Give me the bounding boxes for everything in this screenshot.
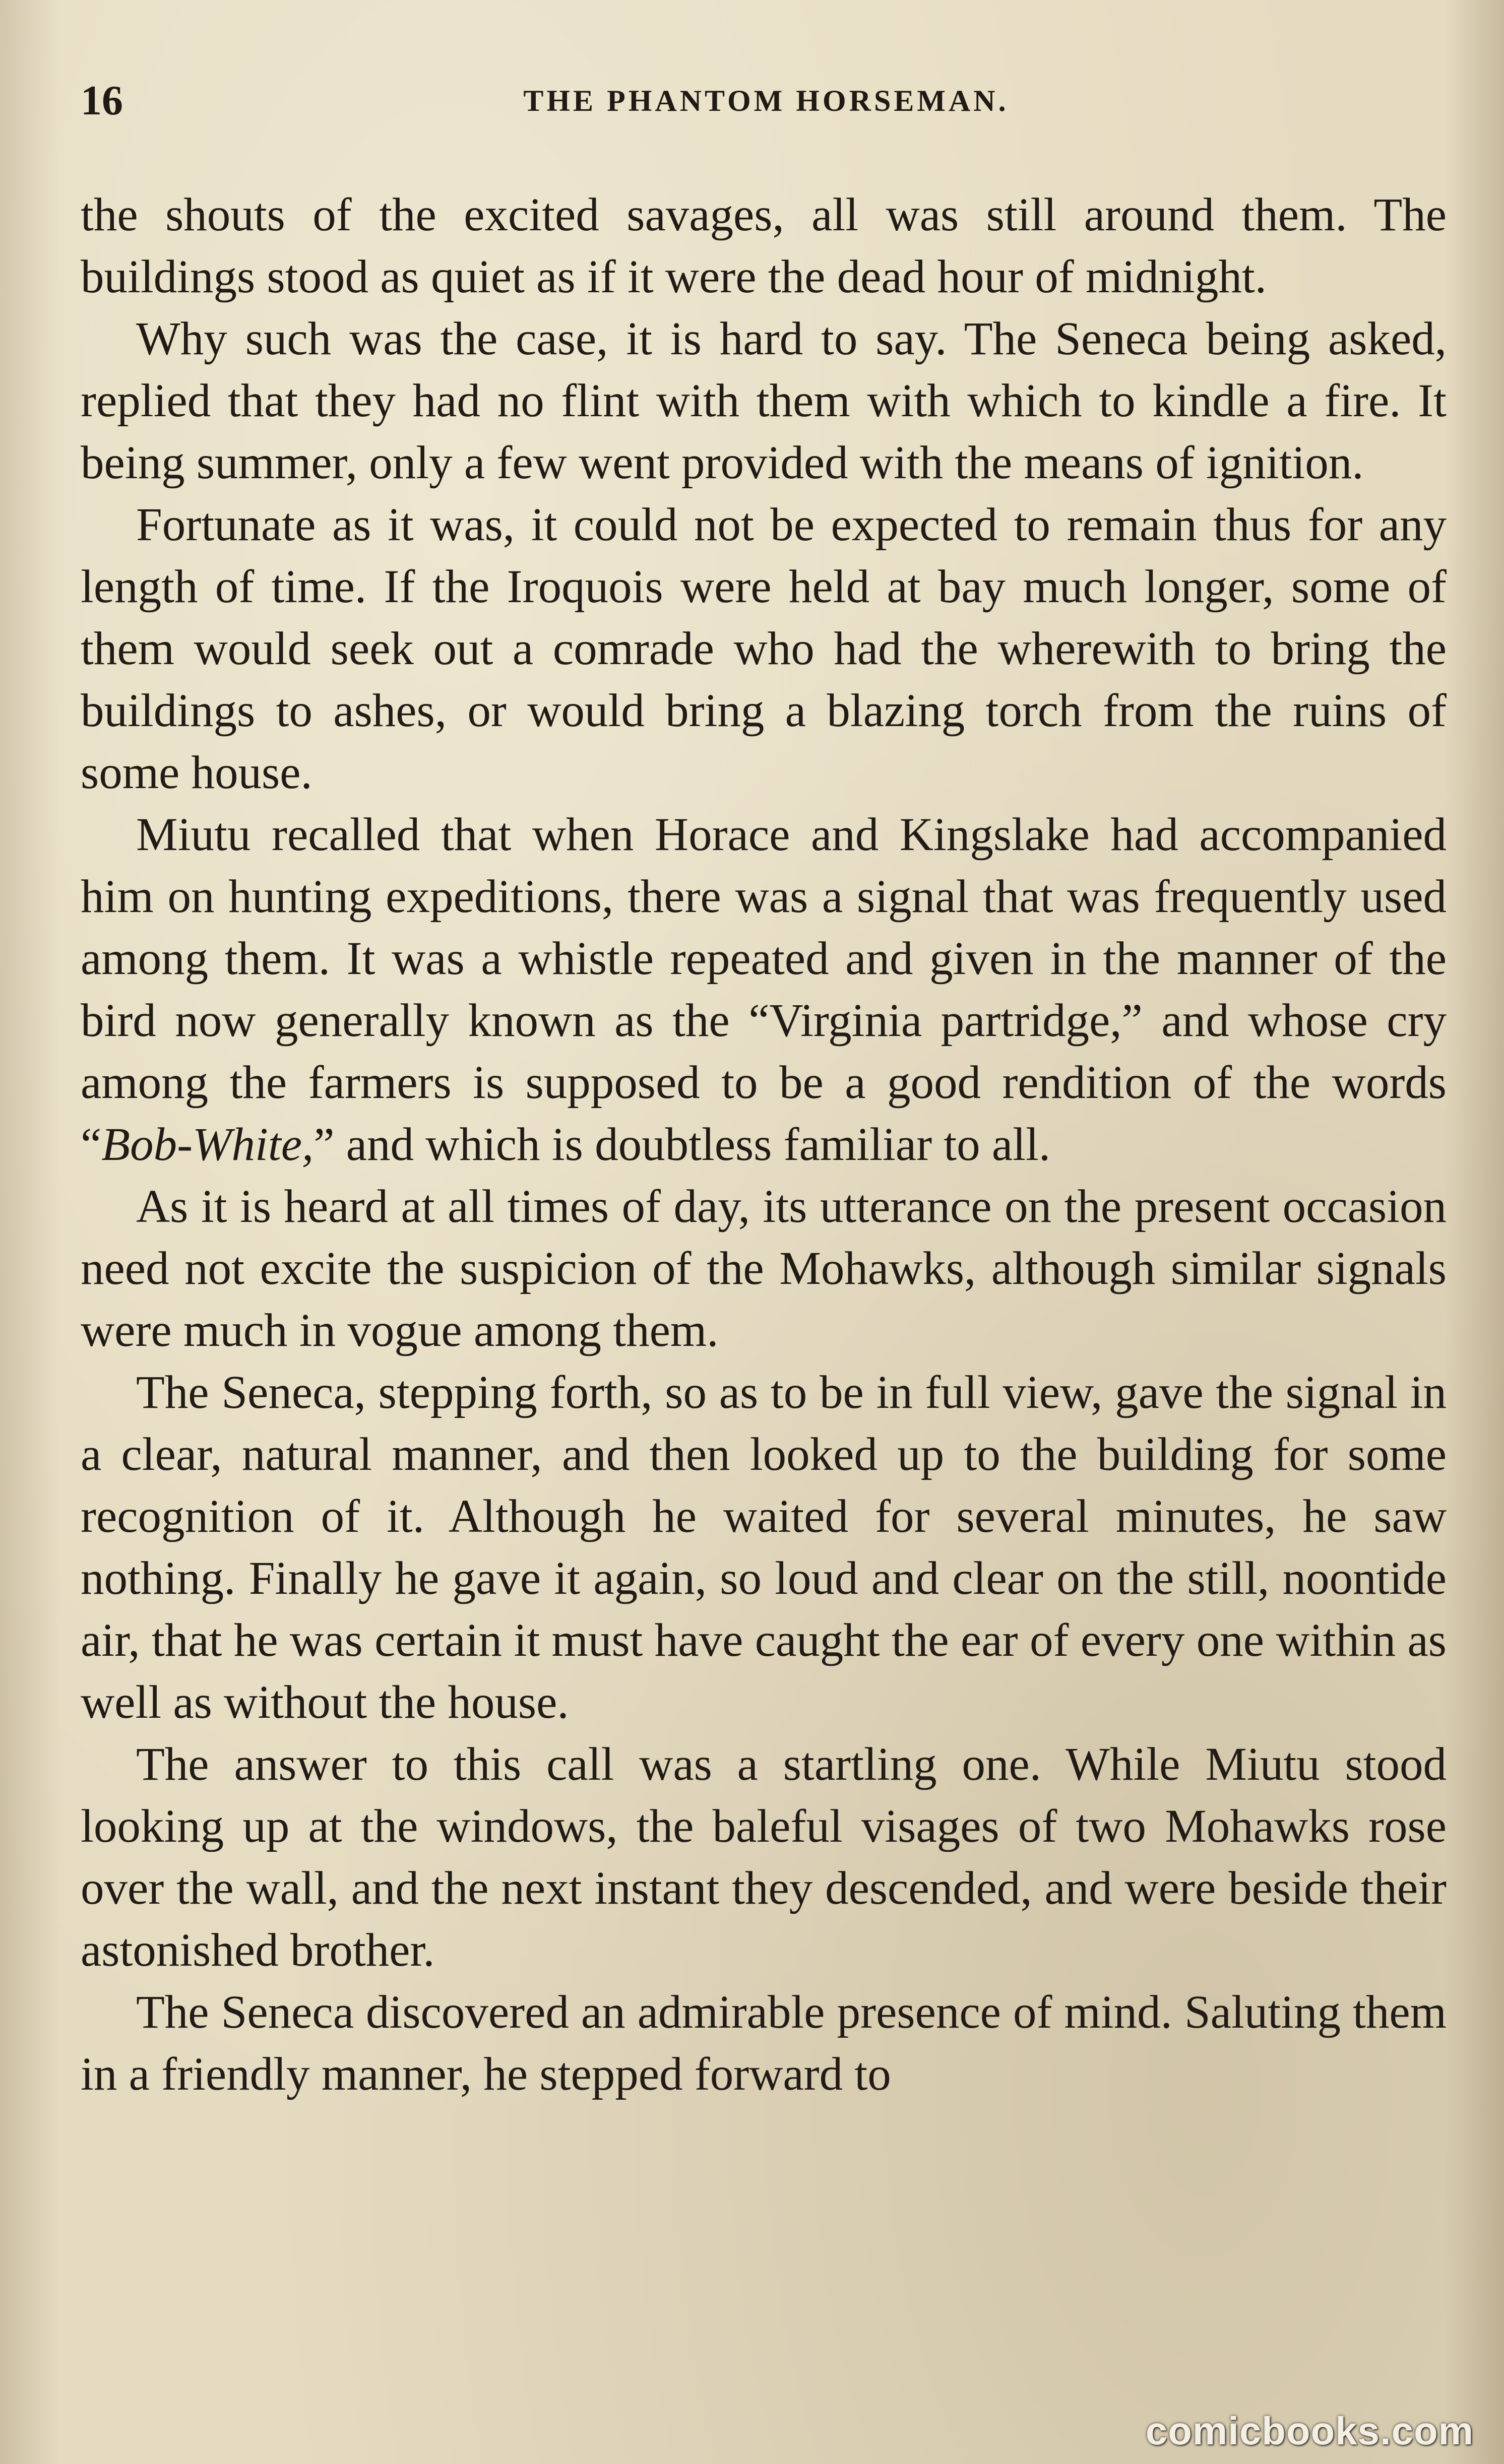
paragraph-4-text: Miutu recalled that when Horace and Kingslake had accompanied him on hunting expeditions, there was a signal that was frequently used among them. It was a whistle repeated and given in the manner of the bird now generally known as the “Virginia partridge,” and whose cry among the farmers is supposed to be a good rendition of the words “ — [81, 809, 1447, 1171]
page-number: 16 — [81, 77, 123, 124]
bob-white-emphasis: Bob-White, — [101, 1119, 314, 1171]
page-header — [81, 73, 1452, 128]
body-text — [81, 184, 1447, 2105]
paragraph-6: The Seneca, stepping forth, so as to be in full view, gave the signal in a clear, natural manner, and then looked up to the building for some recognition of it. Although he waited for several minutes, he saw nothing. Finally he gave it again, so loud and clear on the still, noontide air, that he was certain it must have caught the ear of every one within as well as without the house. — [81, 1367, 1447, 1728]
paragraph-4-ending: ” and which is doubtless familiar to all. — [314, 1119, 1051, 1171]
paragraph-7: The answer to this call was a startling one. While Miutu stood looking up at the windows, the baleful visages of two Mohawks rose over the wall, and the next instant they descended, and were beside their astonished brother. — [81, 1738, 1447, 1976]
paragraph-8: The Seneca discovered an admirable presence of mind. Saluting them in a friendly manner, he stepped forward to — [81, 1986, 1447, 2100]
paragraph-2: Why such was the case, it is hard to say. The Seneca being asked, replied that they had no flint with them with which to kindle a fire. It being summer, only a few went provided with the means of ignition. — [81, 313, 1447, 489]
running-title: THE PHANTOM HORSEMAN. — [523, 84, 1009, 117]
paragraph-4 — [81, 804, 1447, 1176]
paragraph-5: As it is heard at all times of day, its utterance on the present occasion need not excite the suspicion of the Mohawks, although similar signals were much in vogue among them. — [81, 1181, 1447, 1356]
paragraph-3: Fortunate as it was, it could not be expected to remain thus for any length of time. If the Iroquois were held at bay much longer, some of them would seek out a comrade who had the wherewith to bring the buildings to ashes, or would bring a blazing torch from the ruins of some house. — [81, 499, 1447, 799]
watermark: comicbooks.com — [1145, 2409, 1474, 2453]
paragraph-1: the shouts of the excited savages, all was still around them. The buildings stood as quiet as if it were the dead hour of midnight. — [81, 189, 1447, 303]
